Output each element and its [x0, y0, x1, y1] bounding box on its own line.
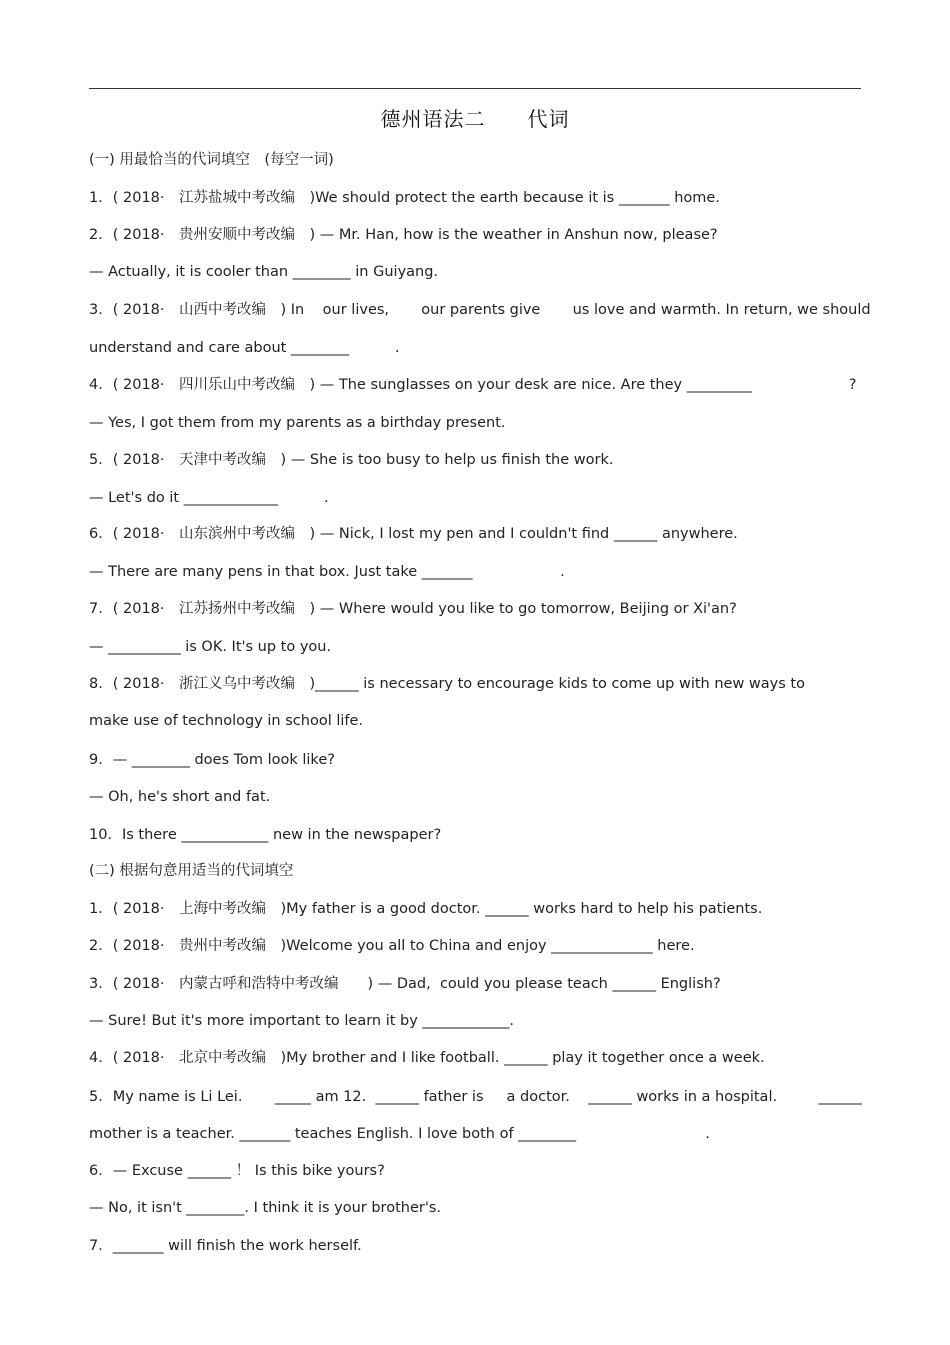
- question-line: 4．( 2018· 四川乐山中考改编 ) — The sunglasses on your desk are nice. Are they _________ ?: [89, 377, 857, 393]
- section-2-heading: (二) 根据句意用适当的代词填空: [89, 863, 294, 879]
- question-line: — There are many pens in that box. Just take _______ .: [89, 564, 565, 580]
- question-line: 10．Is there ____________ new in the newspaper?: [89, 827, 442, 843]
- question-line: 3．( 2018· 山西中考改编 ) In our lives, our parents give us love and warmth. In return, we should: [89, 302, 871, 318]
- question-line: 2．( 2018· 贵州安顺中考改编 ) — Mr. Han, how is the weather in Anshun now, please?: [89, 227, 718, 243]
- question-line: — Oh, he's short and fat.: [89, 789, 271, 805]
- question-line: — Yes, I got them from my parents as a birthday present.: [89, 415, 506, 431]
- question-line: — No, it isn't ________. I think it is your brother's.: [89, 1200, 441, 1216]
- question-line: make use of technology in school life.: [89, 713, 364, 729]
- section-1-heading: (一) 用最恰当的代词填空 (每空一词): [89, 152, 334, 168]
- question-line: — Let's do it _____________ .: [89, 490, 329, 506]
- question-line: 9．— ________ does Tom look like?: [89, 752, 335, 768]
- page-title: 德州语法二 代词: [380, 107, 570, 131]
- question-line: 6．( 2018· 山东滨州中考改编 ) — Nick, I lost my pen and I couldn't find ______ anywhere.: [89, 526, 738, 542]
- question-line: 3．( 2018· 内蒙古呼和浩特中考改编 ) — Dad, could you please teach ______ English?: [89, 976, 721, 992]
- question-line: 7．( 2018· 江苏扬州中考改编 ) — Where would you like to go tomorrow, Beijing or Xi'an?: [89, 601, 737, 617]
- question-line: — Sure! But it's more important to learn it by ____________.: [89, 1013, 515, 1029]
- question-line: — Actually, it is cooler than ________ in Guiyang.: [89, 264, 439, 280]
- question-line: 2．( 2018· 贵州中考改编 )Welcome you all to China and enjoy ______________ here.: [89, 938, 695, 954]
- header-rule: [89, 88, 861, 89]
- question-line: — __________ is OK. It's up to you.: [89, 639, 332, 655]
- question-line: 6．— Excuse ______ ！ Is this bike yours?: [89, 1163, 385, 1179]
- question-line: 5．My name is Li Lei. _____ am 12. ______ father is a doctor. ______ works in a hospital. ______: [89, 1089, 863, 1105]
- question-line: understand and care about ________ .: [89, 340, 400, 356]
- question-line: 1．( 2018· 江苏盐城中考改编 )We should protect the earth because it is _______ home.: [89, 190, 720, 206]
- question-line: mother is a teacher. _______ teaches English. I love both of ________ .: [89, 1126, 710, 1142]
- question-line: 7．_______ will finish the work herself.: [89, 1238, 362, 1254]
- question-line: 5．( 2018· 天津中考改编 ) — She is too busy to help us finish the work.: [89, 452, 614, 468]
- question-line: 8．( 2018· 浙江义乌中考改编 )______ is necessary to encourage kids to come up with new ways to: [89, 676, 805, 692]
- question-line: 1．( 2018· 上海中考改编 )My father is a good doctor. ______ works hard to help his patients.: [89, 901, 763, 917]
- question-line: 4．( 2018· 北京中考改编 )My brother and I like football. ______ play it together once a week.: [89, 1050, 765, 1066]
